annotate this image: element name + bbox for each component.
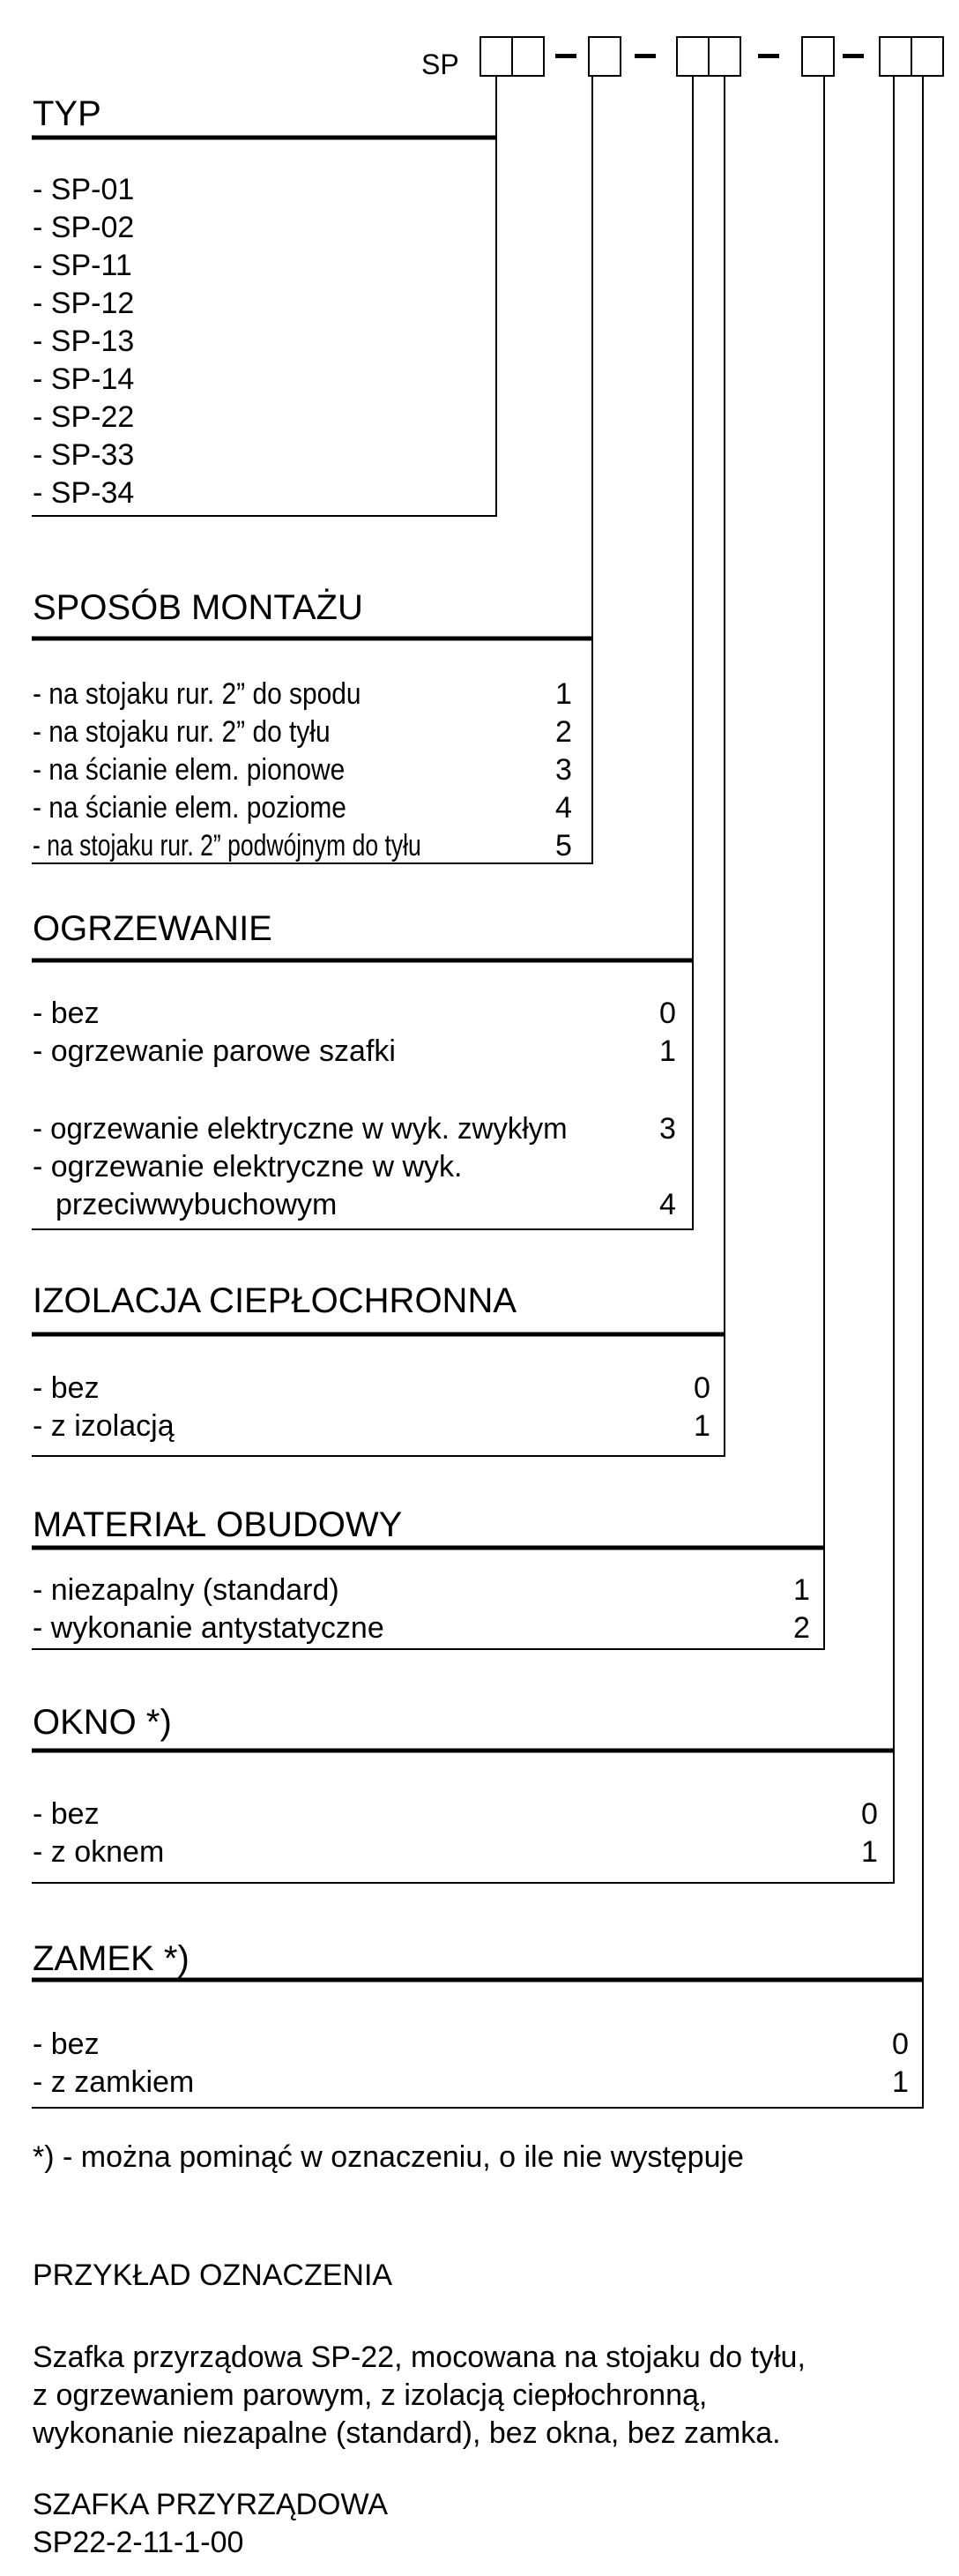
montaz-item-text: - na ścianie elem. poziome bbox=[33, 791, 346, 825]
example-line: Szafka przyrządowa SP-22, mocowana na stojaku do tyłu, bbox=[33, 2341, 806, 2374]
code-box-ogrzewanie bbox=[677, 37, 709, 76]
section-title-typ: TYP bbox=[33, 94, 101, 133]
montaz-item-code: 3 bbox=[555, 753, 572, 787]
section-title-material: MATERIAŁ OBUDOWY bbox=[33, 1505, 403, 1544]
code-dash-1 bbox=[555, 54, 576, 58]
code-box-zamek bbox=[911, 37, 943, 76]
izolacja-item-code: 0 bbox=[694, 1371, 710, 1405]
typ-item: - SP-02 bbox=[33, 211, 135, 244]
designation-name: SZAFKA PRZYRZĄDOWA bbox=[33, 2488, 389, 2521]
section-title-zamek: ZAMEK *) bbox=[33, 1939, 190, 1978]
okno-item-label: - bez bbox=[33, 1797, 100, 1831]
example-line: z ogrzewaniem parowym, z izolacją ciepłochronną, bbox=[33, 2378, 708, 2412]
ogrzewanie-item-label: - ogrzewanie parowe szafki bbox=[33, 1034, 396, 1068]
montaz-item-text: - na ścianie elem. pionowe bbox=[33, 753, 346, 787]
code-prefix: SP bbox=[421, 49, 459, 80]
montaz-item-text: - na stojaku rur. 2” do spodu bbox=[33, 677, 361, 711]
code-dash-2 bbox=[635, 54, 656, 58]
typ-item: - SP-01 bbox=[33, 173, 135, 206]
code-dash-3 bbox=[758, 54, 779, 58]
typ-item: - SP-22 bbox=[33, 400, 135, 434]
ogrzewanie-item-code: 1 bbox=[659, 1034, 676, 1068]
code-box-typ-2 bbox=[512, 37, 544, 76]
ogrzewanie-item-text: - ogrzewanie elektryczne w wyk. zwykłym bbox=[33, 1112, 568, 1146]
code-box-montaz bbox=[589, 37, 621, 76]
montaz-item-code: 4 bbox=[555, 791, 572, 825]
montaz-item-code: 5 bbox=[555, 829, 572, 862]
ogrzewanie-item-code: 3 bbox=[659, 1112, 676, 1146]
section-title-montaz: SPOSÓB MONTAŻU bbox=[33, 588, 363, 627]
montaz-item-label bbox=[33, 751, 388, 788]
footnote: *) - można pominąć w oznaczeniu, o ile nie występuje bbox=[33, 2140, 744, 2174]
typ-item: - SP-12 bbox=[33, 287, 135, 320]
ogrzewanie-item-label: - bez bbox=[33, 997, 100, 1030]
ogrzewanie-item-label bbox=[33, 1110, 584, 1147]
montaz-item-code: 1 bbox=[555, 677, 572, 711]
typ-item: - SP-11 bbox=[33, 249, 132, 282]
ogrzewanie-item-label: - ogrzewanie elektryczne w wyk. bbox=[33, 1150, 463, 1183]
izolacja-item-label: - bez bbox=[33, 1371, 100, 1405]
code-box-izolacja bbox=[709, 37, 740, 76]
material-item-code: 1 bbox=[793, 1573, 810, 1607]
section-title-izolacja: IZOLACJA CIEPŁOCHRONNA bbox=[33, 1281, 517, 1320]
material-item-label: - niezapalny (standard) bbox=[33, 1573, 339, 1607]
okno-item-label: - z oknem bbox=[33, 1835, 165, 1869]
zamek-item-label: - bez bbox=[33, 2027, 100, 2061]
montaz-item-label bbox=[33, 789, 389, 826]
typ-item: - SP-14 bbox=[33, 362, 135, 396]
example-line: wykonanie niezapalne (standard), bez okna, bez zamka. bbox=[33, 2416, 781, 2450]
okno-item-code: 1 bbox=[861, 1835, 878, 1869]
ogrzewanie-item-code: 0 bbox=[659, 997, 676, 1030]
ogrzewanie-item-code: 4 bbox=[659, 1188, 676, 1221]
section-title-ogrzewanie: OGRZEWANIE bbox=[33, 909, 272, 948]
izolacja-item-label: - z izolacją bbox=[33, 1409, 175, 1443]
example-title: PRZYKŁAD OZNACZENIA bbox=[33, 2259, 393, 2292]
code-dash-4 bbox=[843, 54, 864, 58]
section-title-okno: OKNO *) bbox=[33, 1703, 172, 1742]
code-box-material bbox=[802, 37, 834, 76]
material-item-label: - wykonanie antystatyczne bbox=[33, 1611, 384, 1645]
code-box-typ-1 bbox=[480, 37, 512, 76]
typ-item: - SP-13 bbox=[33, 325, 135, 358]
ogrzewanie-item-label-cont: przeciwwybuchowym bbox=[56, 1188, 338, 1221]
montaz-item-label bbox=[33, 713, 371, 750]
code-box-okno bbox=[880, 37, 911, 76]
zamek-item-code: 1 bbox=[892, 2065, 909, 2099]
montaz-item-code: 2 bbox=[555, 715, 572, 749]
montaz-item-label bbox=[33, 827, 531, 864]
okno-item-code: 0 bbox=[861, 1797, 878, 1831]
typ-item: - SP-34 bbox=[33, 476, 135, 510]
material-item-code: 2 bbox=[793, 1611, 810, 1645]
zamek-item-code: 0 bbox=[892, 2027, 909, 2061]
montaz-item-label bbox=[33, 676, 405, 713]
izolacja-item-code: 1 bbox=[694, 1409, 710, 1443]
montaz-item-text: - na stojaku rur. 2” do tyłu bbox=[33, 715, 331, 749]
designation-code: SP22-2-11-1-00 bbox=[33, 2526, 244, 2559]
typ-item: - SP-33 bbox=[33, 438, 135, 472]
montaz-item-text: - na stojaku rur. 2” podwójnym do tyłu bbox=[33, 829, 421, 862]
zamek-item-label: - z zamkiem bbox=[33, 2065, 195, 2099]
